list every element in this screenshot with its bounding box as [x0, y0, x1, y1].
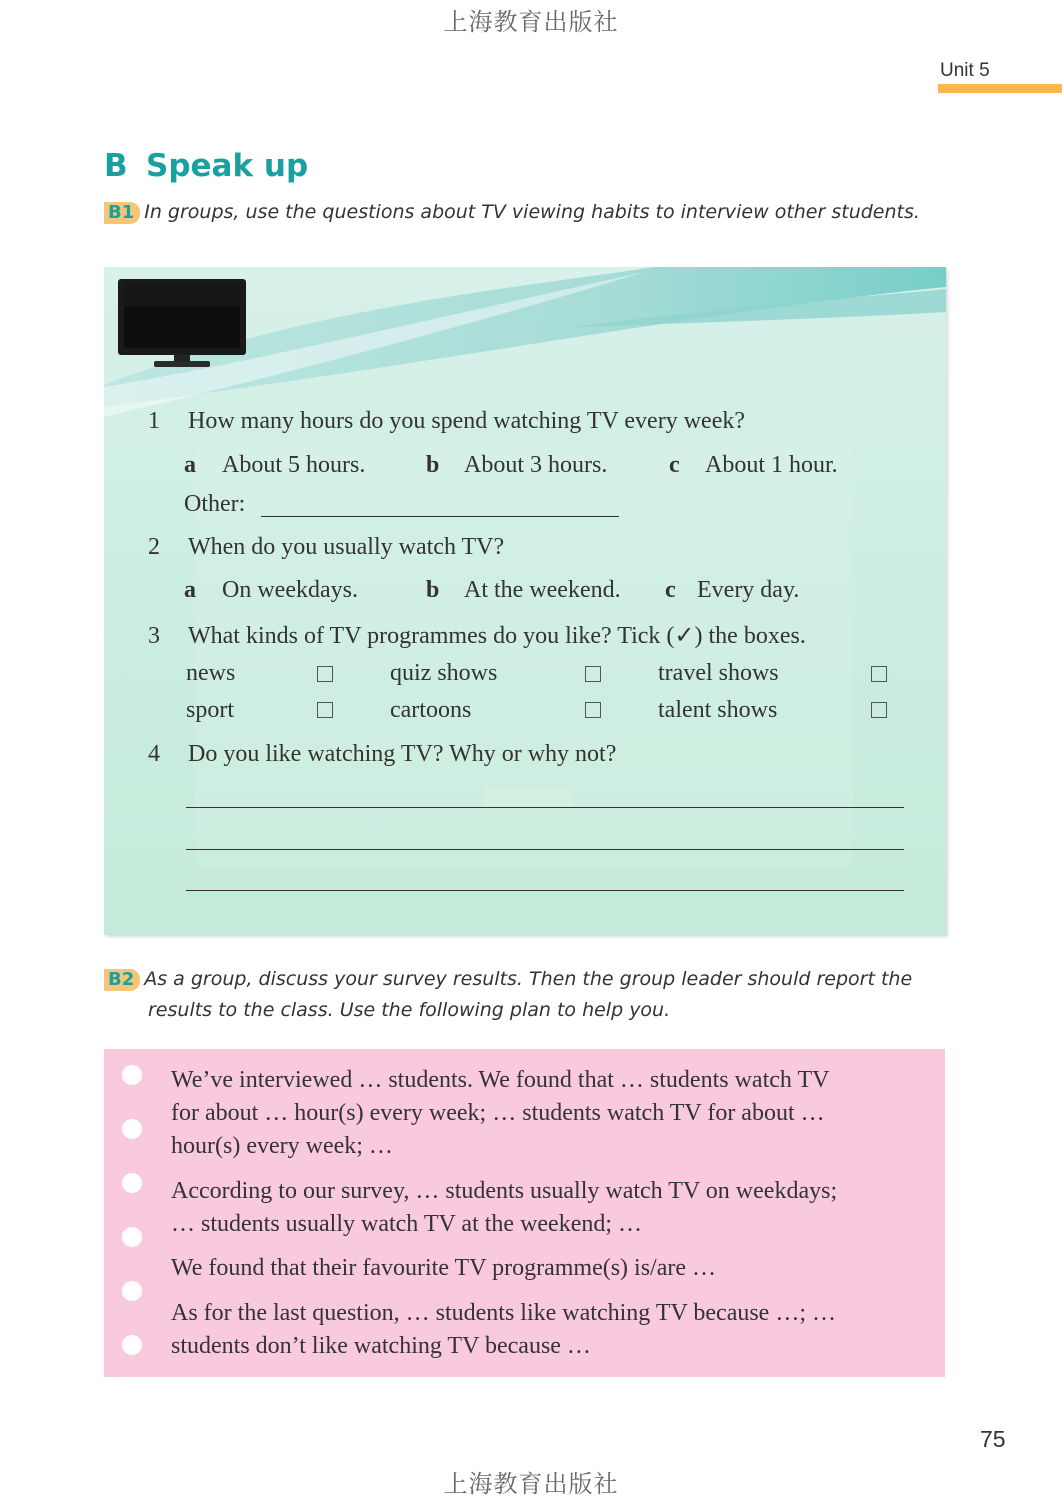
q3-checkbox-news[interactable] — [317, 666, 333, 682]
survey-panel — [104, 267, 946, 935]
b1-instruction — [104, 201, 920, 224]
q1-other-label: Other: — [184, 491, 246, 517]
q2-option-a-text: On weekdays. — [222, 577, 358, 603]
unit-accent-bar — [938, 84, 1062, 93]
question-2 — [148, 534, 504, 561]
b1-instruction-text: In groups, use the questions about TV viewing habits to interview other students. — [144, 201, 920, 223]
q1-option-a-letter: a — [184, 452, 196, 478]
q4-answer-line-3[interactable] — [186, 890, 904, 891]
b2-instruction — [104, 968, 912, 991]
q1-option-b-text: About 3 hours. — [464, 452, 608, 478]
question-3 — [148, 621, 806, 650]
question-4-number: 4 — [148, 741, 160, 767]
q3-item-news: news — [186, 660, 236, 686]
plan-point-1-line-1: We’ve interviewed … students. We found that … students watch TV — [171, 1067, 830, 1093]
q2-option-c — [665, 577, 799, 604]
q1-option-a-text: About 5 hours. — [222, 452, 366, 478]
q2-option-c-text: Every day. — [697, 577, 800, 603]
q1-option-c-letter: c — [669, 452, 680, 478]
question-1 — [148, 408, 745, 435]
tv-icon — [116, 277, 248, 369]
bullet-icon — [122, 1281, 142, 1301]
question-1-text: How many hours do you spend watching TV every week? — [188, 408, 745, 434]
q3-item-cartoons: cartoons — [390, 697, 472, 723]
plan-point-2-line-2: … students usually watch TV at the weekend; … — [171, 1211, 643, 1237]
b1-tag: B1 — [104, 202, 140, 224]
q3-checkbox-cartoons[interactable] — [585, 702, 601, 718]
q3-item-travel-shows: travel shows — [658, 660, 779, 686]
q3-checkbox-talent-shows[interactable] — [871, 702, 887, 718]
report-plan-panel — [104, 1049, 945, 1377]
q2-option-b — [426, 577, 621, 604]
section-title — [104, 148, 308, 184]
q1-option-b — [426, 452, 607, 479]
plan-point-4-line-1: As for the last question, … students like watching TV because …; … — [171, 1300, 837, 1326]
b2-tag: B2 — [104, 969, 140, 991]
plan-point-2-line-1: According to our survey, … students usually watch TV on weekdays; — [171, 1178, 838, 1204]
page-number: 75 — [980, 1426, 1006, 1452]
question-3-number: 3 — [148, 623, 160, 649]
q1-option-c-text: About 1 hour. — [705, 452, 838, 478]
q1-other-answer-line[interactable] — [261, 516, 619, 517]
q3-checkbox-quiz-shows[interactable] — [585, 666, 601, 682]
plan-point-1-line-2: for about … hour(s) every week; … students watch TV for about … — [171, 1100, 825, 1126]
question-1-number: 1 — [148, 408, 160, 434]
section-letter: B — [104, 148, 128, 184]
plan-point-4-line-2: students don’t like watching TV because … — [171, 1333, 591, 1359]
section-title-text: Speak up — [146, 148, 309, 184]
bullet-icon — [122, 1335, 142, 1355]
q2-option-b-letter: b — [426, 577, 440, 603]
question-3-text: What kinds of TV programmes do you like? Tick (✓) the boxes. — [188, 623, 806, 649]
bullet-icon — [122, 1227, 142, 1247]
plan-point-1-line-3: hour(s) every week; … — [171, 1133, 393, 1159]
plan-point-3-line-1: We found that their favourite TV programme(s) is/are … — [171, 1255, 717, 1281]
q3-checkbox-travel-shows[interactable] — [871, 666, 887, 682]
question-2-number: 2 — [148, 534, 160, 560]
q1-option-a — [184, 452, 365, 479]
question-4-text: Do you like watching TV? Why or why not? — [188, 741, 617, 767]
b2-instruction-line-1: As a group, discuss your survey results. Then the group leader should report the — [144, 968, 913, 990]
q2-option-a-letter: a — [184, 577, 196, 603]
q1-option-c — [669, 452, 838, 479]
q2-option-a — [184, 577, 358, 604]
bullet-icon — [122, 1065, 142, 1085]
q3-item-sport: sport — [186, 697, 234, 723]
q2-option-b-text: At the weekend. — [464, 577, 621, 603]
q1-option-b-letter: b — [426, 452, 440, 478]
q4-answer-line-2[interactable] — [186, 849, 904, 850]
question-4 — [148, 741, 616, 768]
q1-other — [184, 491, 245, 518]
bullet-icon — [122, 1119, 142, 1139]
publisher-watermark-bottom: 上海教育出版社 — [443, 1470, 619, 1498]
publisher-watermark-top: 上海教育出版社 — [443, 8, 619, 36]
unit-label: Unit 5 — [940, 60, 990, 81]
q4-answer-line-1[interactable] — [186, 807, 904, 808]
q3-item-quiz-shows: quiz shows — [390, 660, 498, 686]
q3-item-talent-shows: talent shows — [658, 697, 778, 723]
q3-checkbox-sport[interactable] — [317, 702, 333, 718]
q2-option-c-letter: c — [665, 577, 676, 603]
question-2-text: When do you usually watch TV? — [188, 534, 505, 560]
bullet-icon — [122, 1173, 142, 1193]
b2-instruction-line-2: results to the class. Use the following plan to help you. — [148, 999, 671, 1021]
